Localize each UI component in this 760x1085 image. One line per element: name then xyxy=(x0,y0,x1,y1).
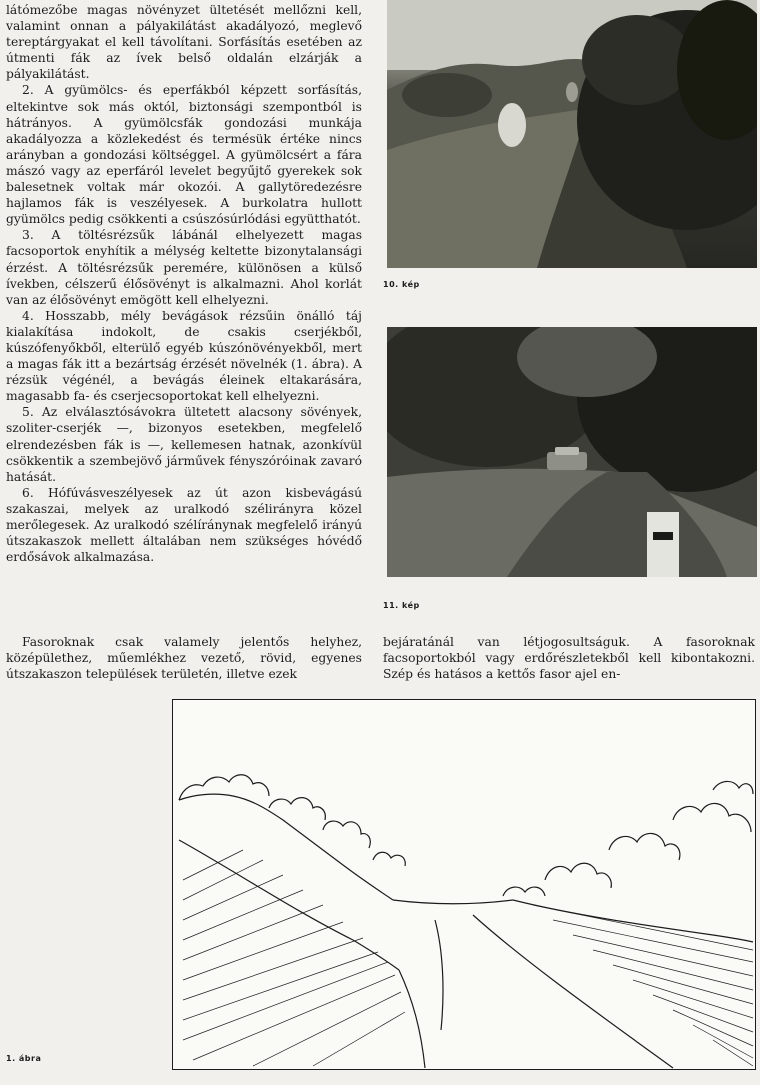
caption-photo-11: 11. kép xyxy=(383,601,420,610)
left-text-column xyxy=(6,2,362,565)
paragraph-intro: látómezőbe magas növényzet ültetését mellőzni kell, valamint onnan a pályakilátást akadályozó, meglevő tereptárgyakat el kell távolítani. Sorfásítás esetében az útmenti fák az ívek belső oldalán elzárják a pályakilátást. xyxy=(6,3,362,82)
bottom-left-text: Fasoroknak csak valamely jelentős helyhez, középülethez, műemlékhez vezető, rövid, egyenes útszakaszon települések területén, illetve ezek xyxy=(6,635,362,682)
paragraph-3: 3. A töltésrézsűk lábánál elhelyezett magas facsoportok enyhítik a mélység keltette bizonytalansági érzést. A töltésrézsűk peremére, különösen a külső ívekben, célszerű élősövényt is alkalmazni. Ahol korlát van az élősövényt emögött kell elhelyezni. xyxy=(6,228,362,307)
bottom-right-paragraph xyxy=(383,634,755,682)
photo-roadside-hedge xyxy=(387,0,757,268)
paragraph-2: 2. A gyümölcs- és eperfákból képzett sorfásítás, eltekintve sok más októl, biztonsági szempontból is hátrányos. A gyümölcsfák gondozási munkája akadályozza a közlekedést és termésük értéke nincs arányban a gondozási költséggel. A gyümölcsért a fára mászó vagy az eperfáról levelet begyűjtő gyerekek sok balesetnek voltak már okozói. A gallytöredezésre hajlamos fák is veszélyesek. A burkolatra hullott gyümölcs pedig csökkenti a csúszósúrlódási együtthatót. xyxy=(6,83,362,227)
caption-photo-10: 10. kép xyxy=(383,280,420,289)
paragraph-6: 6. Hófúvásveszélyesek az út azon kisbevágású szakaszai, melyek az uralkodó szélirányra közel merőlegesek. Az uralkodó szélíránynak megfelelő irányú útszakaszok mellett általában nem szükséges hóvédő erdősávok alkalmazása. xyxy=(6,485,362,565)
paragraph-4: 4. Hosszabb, mély bevágások rézsűin önálló táj kialakítása indokolt, de csakis cserjékből, kúszófenyőkből, elterülő egyéb kúszónövényekből, mert a magas fák itt a bezártság érzését növelnék (1. ábra). A rézsük végénél, a bevágás éleinek eltakarására, magasabb fa- és cserjecsoportokat kell elhelyezni. xyxy=(6,308,362,404)
figure-road-cutting-svg xyxy=(173,700,755,1069)
caption-figure-1: 1. ábra xyxy=(6,1054,42,1063)
photo-car-on-road-image xyxy=(387,327,757,577)
photo-car-on-road xyxy=(387,327,757,577)
photo-roadside-hedge-image xyxy=(387,0,757,268)
bottom-left-paragraph xyxy=(6,634,362,682)
figure-road-cutting-drawing xyxy=(172,699,756,1070)
paragraph-5: 5. Az elválasztósávokra ültetett alacsony sövények, szoliter-cserjék —, bizonyos esetekben, megfelelő elrendezésben fák is —, kellemesen hatnak, azonkívül csökkentik a szembejövő járművek fényszóróinak zavaró hatását. xyxy=(6,405,362,484)
bottom-right-text: bejáratánál van létjogosultságuk. A fasoroknak facsoportokból vagy erdőrészletekből kell kibontakozni. Szép és hatásos a kettős fasor ajel en- xyxy=(383,635,755,682)
